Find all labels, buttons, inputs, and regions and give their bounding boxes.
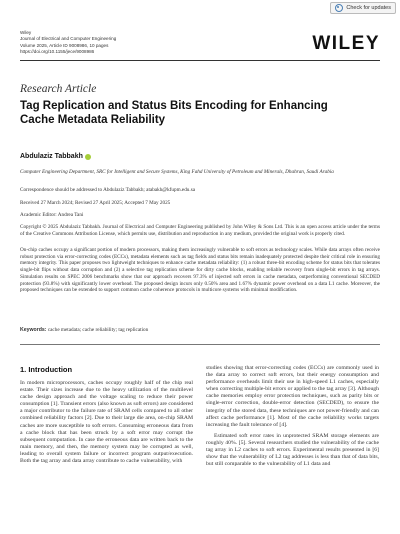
left-column: [20, 380, 193, 469]
section-title: 1. Introduction: [20, 365, 73, 374]
update-icon: [335, 4, 343, 12]
journal-doi[interactable]: https://doi.org/10.1155/jece/9008986: [20, 48, 95, 54]
journal-publisher: Wiley: [20, 30, 32, 35]
correspondence: Correspondence should be addressed to Abdulaziz Tabbakh; atabakh@kfupm.edu.sa: [20, 187, 196, 193]
paragraph: studies showing that error-correcting codes (ECCs) are commonly used in the data array to correct soft errors, but their energy consumption and performance overheads limit their use in high-speed L1 caches, especially when correcting multiple-bit errors or applied to the tag array [3]. Although cache memories employ error protection techniques, such as parity bits or single-error correction, double-error detection (SECDED), to ensure the integrity of the stored data, these techniques are not power-friendly and can affect cache performance [1]. Most of the cache reliability works targets increasing the fault tolerance of [4].: [206, 365, 379, 428]
article-dates: Received 27 March 2024; Revised 27 April 2025; Accepted 7 May 2025: [20, 200, 171, 206]
affiliation: Computer Engineering Department, SRC for Intelligent and Secure Systems, King Fahd University of Petroleum and Minerals, Dhahran, Saudi Arabia: [20, 169, 334, 175]
author-name: Abdulaziz Tabbakh: [20, 153, 83, 160]
check-for-updates-button[interactable]: [330, 2, 396, 14]
academic-editor: Academic Editor: Andrea Tani: [20, 212, 84, 218]
keywords-list: cache metadata; cache reliability; tag replication: [47, 327, 149, 333]
keywords-label: Keywords:: [20, 327, 47, 333]
abstract: On-chip caches occupy a significant portion of modern processors, making them increasingly vulnerable to soft errors as technology scales. While data arrays often receive robust protection via error-correcting codes (ECCs), metadata elements such as tag fields and status bits remain inadequately protected despite their critical role in ensuring memory integrity. This paper proposes two lightweight techniques to enhance cache metadata reliability: (1) a robust three-bit encoding scheme for status bits that tolerates single-bit flips without data corruption and (2) a selective tag replication scheme for dirty cache blocks, enabling reliable recovery from single-bit errors in tag arrays. Simulation results on SPEC 2006 benchmarks show that our approach recovers 97.3% of injected soft errors in cache metadata, outperforming conventional SECDED protection (93.8%) with significantly lower overhead. The proposed design incurs only 0.50% area and 1.67% dynamic power overhead on a data L1 cache. Moreover, the proposed techniques can be extended to support common cache coherence protocols in multicore systems with minimal modification.: [20, 247, 380, 294]
article-title: Tag Replication and Status Bits Encoding for Enhancing Cache Metadata Reliability: [20, 100, 328, 126]
abstract-divider: [20, 344, 380, 345]
journal-info: [20, 30, 116, 55]
right-column: [206, 365, 379, 472]
journal-volume: Volume 2025, Article ID 9008986, 10 pages: [20, 42, 109, 48]
copyright-notice: Copyright © 2025 Abdulaziz Tabbakh. Journal of Electrical and Computer Engineering published by John Wiley & Sons Ltd. This is an open access article under the terms of the Creative Commons Attribution License, which permits use, distribution and reproduction in any medium, provided the original work is properly cited.: [20, 224, 380, 237]
header-divider: [20, 60, 380, 61]
check-for-updates-label: Check for updates: [346, 5, 391, 11]
article-type: Research Article: [20, 83, 97, 95]
journal-name: Journal of Electrical and Computer Engineering: [20, 36, 117, 42]
orcid-icon[interactable]: [85, 154, 91, 160]
paragraph: Estimated soft error rates in unprotected SRAM storage elements are roughly 40%. [5]. Several researchers studied the vulnerability of the cache tag array in L2 caches to soft errors. Experimental results presented in [6] show that the vulnerability of L2 tag addresses is less than that of data bits, but still comparable to the vulnerability of L1 data and: [206, 432, 379, 468]
paragraph: In modern microprocessors, caches occupy roughly half of the chip real estate. Their sizes increase due to the heavy utilization of the multilevel cache design approach and the voltage scaling to reduce their power consumption [1]. Transient errors (also known as soft errors) are considered a major contributor to the failure rate of SRAM cells compared to all other combined reliability factors [2]. Due to their large die area, on-chip SRAM caches are more susceptible to soft errors. Consuming erroneous data from a cache block that has been struck by a soft error may corrupt the subsequent computation. In case the erroneous data are written back to the main memory, and then, the memory system may be corrupted as well, leading to overall system failure or incorrect program output/execution. Both the tag array and data array contribute to cache vulnerability, with: [20, 380, 193, 465]
author: [20, 153, 91, 160]
wiley-logo: WILEY: [312, 33, 380, 54]
keywords: [20, 327, 380, 333]
